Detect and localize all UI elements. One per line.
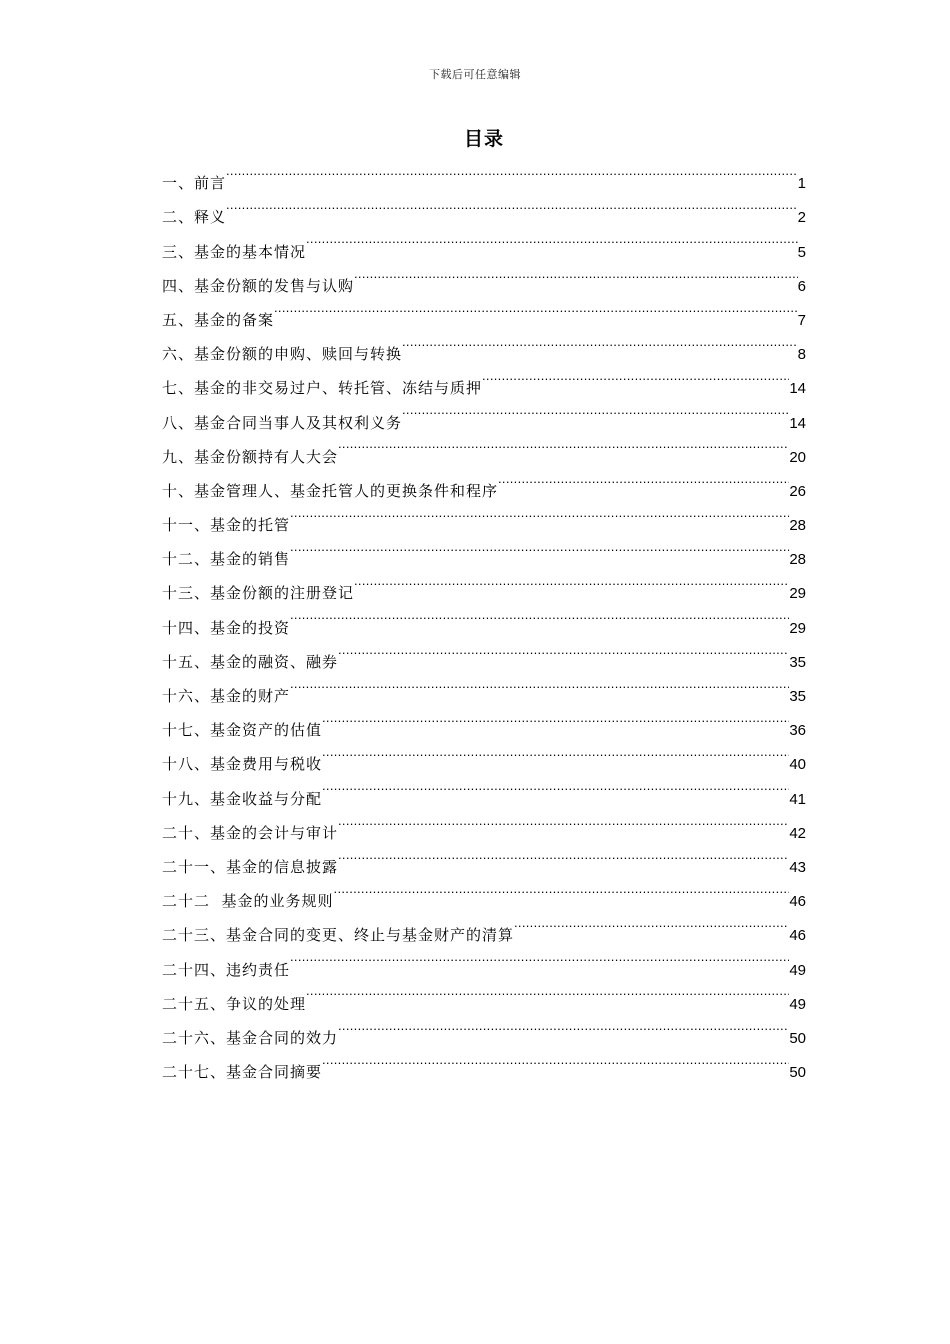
dot-leader — [290, 667, 789, 701]
dot-leader — [322, 735, 789, 769]
table-of-contents — [162, 154, 806, 1082]
toc-entry-label: 七、基金的非交易过户、转托管、冻结与质押 — [162, 379, 483, 398]
dot-leader — [338, 1009, 789, 1043]
toc-entry-label: 十三、基金份额的注册登记 — [162, 584, 355, 603]
dot-leader — [338, 633, 789, 667]
toc-entry-page: 50 — [789, 1064, 806, 1082]
toc-title: 目录 — [463, 128, 504, 150]
dot-leader — [402, 325, 798, 359]
toc-entry-label: 二、释义 — [162, 208, 227, 227]
toc-entry-page: 14 — [789, 380, 806, 398]
toc-entry-page: 28 — [789, 517, 806, 535]
toc-entry-page: 28 — [789, 551, 806, 569]
toc-entry-page: 7 — [797, 311, 806, 329]
toc-entry-label: 十四、基金的投资 — [162, 618, 291, 637]
toc-entry-page: 29 — [789, 585, 806, 603]
toc-entry-page: 1 — [797, 175, 806, 193]
toc-entry-page: 42 — [789, 824, 806, 842]
toc-entry-label: 十五、基金的融资、融券 — [162, 652, 339, 671]
toc-entry-label: 二十七、基金合同摘要 — [162, 1063, 323, 1082]
toc-entry-page: 35 — [789, 653, 806, 671]
dot-leader — [274, 291, 798, 325]
dot-leader — [354, 564, 789, 598]
toc-entry-page: 5 — [797, 243, 806, 261]
dot-leader — [322, 701, 789, 735]
dot-leader — [290, 598, 789, 632]
toc-entry[interactable] — [162, 222, 806, 261]
dot-leader — [402, 393, 789, 427]
toc-entry-label: 三、基金的基本情况 — [162, 242, 307, 261]
toc-entry-label: 二十三、基金合同的变更、终止与基金财产的清算 — [162, 926, 515, 945]
toc-entry-label: 二十二 基金的业务规则 — [162, 892, 334, 911]
dot-leader — [290, 496, 789, 530]
toc-entry-page: 35 — [789, 688, 806, 705]
toc-entry-label: 十二、基金的销售 — [162, 550, 291, 569]
dot-leader — [226, 188, 798, 222]
toc-entry-label: 四、基金份额的发售与认购 — [162, 276, 355, 295]
toc-entry-label: 十七、基金资产的估值 — [162, 721, 323, 740]
toc-entry-label: 五、基金的备案 — [162, 310, 275, 329]
dot-leader — [334, 872, 790, 906]
dot-leader — [306, 975, 789, 1009]
toc-entry-label: 二十四、违约责任 — [162, 960, 291, 979]
dot-leader — [482, 359, 789, 393]
toc-entry-label: 二十一、基金的信息披露 — [162, 857, 339, 876]
toc-entry-label: 一、前言 — [162, 174, 227, 193]
dot-leader — [322, 1043, 789, 1077]
toc-entry-label: 二十、基金的会计与审计 — [162, 823, 339, 842]
dot-leader — [322, 769, 789, 803]
toc-entry-label: 九、基金份额持有人大会 — [162, 447, 339, 466]
toc-entry-label: 十六、基金的财产 — [162, 687, 291, 705]
toc-entry-label: 二十五、争议的处理 — [162, 994, 307, 1013]
toc-entry[interactable] — [162, 154, 806, 193]
toc-entry-page: 46 — [789, 893, 806, 911]
toc-entry-label: 十九、基金收益与分配 — [162, 789, 323, 808]
toc-entry-page: 41 — [789, 790, 806, 808]
dot-leader — [338, 428, 789, 462]
toc-entry-page: 6 — [797, 277, 806, 295]
toc-entry-page: 8 — [797, 346, 806, 364]
dot-leader — [226, 154, 798, 188]
toc-entry-page: 49 — [789, 995, 806, 1013]
dot-leader — [498, 462, 789, 496]
toc-entry-page: 49 — [789, 961, 806, 979]
toc-entry-page: 20 — [789, 448, 806, 466]
dot-leader — [338, 838, 789, 872]
dot-leader — [290, 940, 789, 974]
dot-leader — [306, 222, 798, 256]
toc-entry-page: 2 — [797, 209, 806, 227]
toc-entry-page: 40 — [789, 756, 806, 774]
toc-entry-label: 六、基金份额的申购、赎回与转换 — [162, 345, 403, 364]
toc-entry-label: 十、基金管理人、基金托管人的更换条件和程序 — [162, 481, 499, 500]
toc-entry-label: 十一、基金的托管 — [162, 516, 291, 535]
toc-entry-page: 14 — [789, 414, 806, 432]
toc-entry-page: 36 — [789, 722, 806, 740]
header-note: 下载后可任意编辑 — [429, 68, 521, 81]
dot-leader — [514, 906, 789, 940]
toc-entry-page: 29 — [789, 619, 806, 637]
toc-entry-page: 26 — [789, 482, 806, 500]
toc-entry-page: 43 — [789, 858, 806, 876]
dot-leader — [290, 530, 789, 564]
dot-leader — [338, 804, 789, 838]
toc-entry-page: 50 — [789, 1029, 806, 1047]
toc-entry[interactable] — [162, 188, 806, 227]
dot-leader — [354, 257, 798, 291]
toc-entry-label: 十八、基金费用与税收 — [162, 755, 323, 774]
toc-entry-label: 八、基金合同当事人及其权利义务 — [162, 413, 403, 432]
toc-entry-page: 46 — [789, 927, 806, 945]
toc-entry-label: 二十六、基金合同的效力 — [162, 1028, 339, 1047]
